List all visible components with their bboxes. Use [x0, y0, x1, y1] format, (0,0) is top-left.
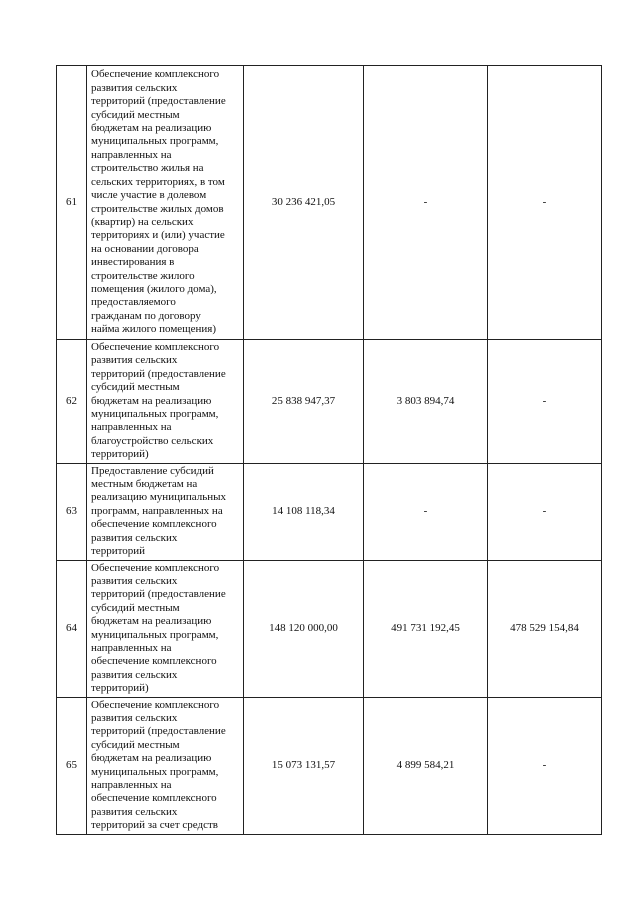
description-line: бюджетам на реализацию [91, 615, 212, 628]
description-line: муниципальных программ, [91, 628, 219, 641]
description-line: помещения (жилого дома), [91, 282, 217, 295]
row-number: 63 [57, 463, 87, 560]
description-line: направленных на [91, 779, 172, 791]
budget-table-body [57, 66, 602, 835]
description-line: территорий [91, 545, 146, 558]
description-line: территорий (предоставление [91, 95, 226, 108]
description-line: развития сельских [91, 805, 178, 818]
description-line: инвестирования в [91, 256, 175, 269]
description-line: развития сельских [91, 668, 178, 681]
amount-col2: 4 899 584,21 [364, 697, 488, 834]
row-description [87, 697, 244, 834]
row-number: 64 [57, 560, 87, 697]
description-line: направленных на [91, 641, 172, 654]
amount-col1: 15 073 131,57 [244, 697, 364, 834]
description-line: местным бюджетам на [91, 478, 198, 491]
description-line: (квартир) на сельских [91, 215, 194, 228]
description-line: развития сельских [91, 531, 178, 544]
description-line: субсидий местным [91, 601, 180, 614]
amount-col1: 14 108 118,34 [244, 463, 364, 560]
description-line: реализацию муниципальных [91, 491, 226, 504]
table-row [57, 560, 602, 697]
description-line: Обеспечение комплексного [91, 68, 220, 81]
description-line: предоставляемого [91, 296, 176, 309]
amount-col3: - [488, 697, 602, 834]
description-line: числе участие в долевом [91, 189, 207, 202]
amount-col3: - [488, 340, 602, 464]
description-line: строительстве жилого [91, 269, 195, 282]
amount-col3: 478 529 154,84 [488, 560, 602, 697]
table-row [57, 66, 602, 340]
table-row [57, 463, 602, 560]
description-line: найма жилого помещения) [91, 323, 217, 336]
description-line: направленных на [91, 421, 172, 434]
description-line: на основании договора [91, 242, 199, 255]
description-line: направленных на [91, 148, 172, 161]
description-line: Предоставление субсидий [91, 464, 214, 477]
description-line: муниципальных программ, [91, 135, 219, 148]
row-number: 62 [57, 340, 87, 464]
amount-col1: 30 236 421,05 [244, 66, 364, 340]
description-line: развития сельских [91, 574, 178, 587]
description-line: обеспечение комплексного [91, 792, 217, 805]
row-description [87, 560, 244, 697]
table-row [57, 340, 602, 464]
description-line: муниципальных программ, [91, 765, 219, 778]
table-row [57, 697, 602, 834]
description-line: территориях и (или) участие [91, 229, 225, 242]
description-line: обеспечение комплексного [91, 655, 217, 668]
description-line: Обеспечение комплексного [91, 341, 220, 353]
description-line: Обеспечение комплексного [91, 698, 220, 711]
description-line: субсидий местным [91, 738, 180, 751]
description-line: территорий (предоставление [91, 725, 226, 738]
row-number: 65 [57, 697, 87, 834]
amount-col2: 491 731 192,45 [364, 560, 488, 697]
description-line: гражданам по договору [91, 309, 201, 322]
description-line: строительстве жилых домов [91, 202, 224, 215]
description-line: развития сельских [91, 711, 178, 724]
description-line: бюджетам на реализацию [91, 752, 212, 765]
row-description [87, 463, 244, 560]
amount-col1: 25 838 947,37 [244, 340, 364, 464]
description-line: благоустройство сельских [91, 434, 214, 447]
description-line: обеспечение комплексного [91, 518, 217, 531]
description-line: территорий (предоставление [91, 367, 226, 380]
description-line: Обеспечение комплексного [91, 561, 220, 574]
amount-col2: 3 803 894,74 [364, 340, 488, 464]
description-line: строительство жилья на [91, 162, 204, 175]
description-line: территорий) [91, 682, 149, 695]
row-description [87, 340, 244, 464]
description-line: субсидий местным [91, 381, 180, 394]
description-line: развития сельских [91, 81, 178, 94]
description-line: территорий (предоставление [91, 588, 226, 601]
budget-table [56, 65, 602, 835]
amount-col2: - [364, 463, 488, 560]
description-line: развития сельских [91, 354, 178, 367]
amount-col3: - [488, 66, 602, 340]
description-line: территорий за счет средств [91, 819, 218, 832]
description-line: сельских территориях, в том [91, 175, 225, 188]
description-line: территорий) [91, 448, 149, 461]
row-description [87, 66, 244, 340]
description-line: программ, направленных на [91, 504, 223, 517]
row-number: 61 [57, 66, 87, 340]
amount-col2: - [364, 66, 488, 340]
description-line: бюджетам на реализацию [91, 394, 212, 407]
description-line: муниципальных программ, [91, 408, 219, 421]
amount-col1: 148 120 000,00 [244, 560, 364, 697]
description-line: бюджетам на реализацию [91, 122, 212, 135]
amount-col3: - [488, 463, 602, 560]
description-line: субсидий местным [91, 108, 180, 121]
